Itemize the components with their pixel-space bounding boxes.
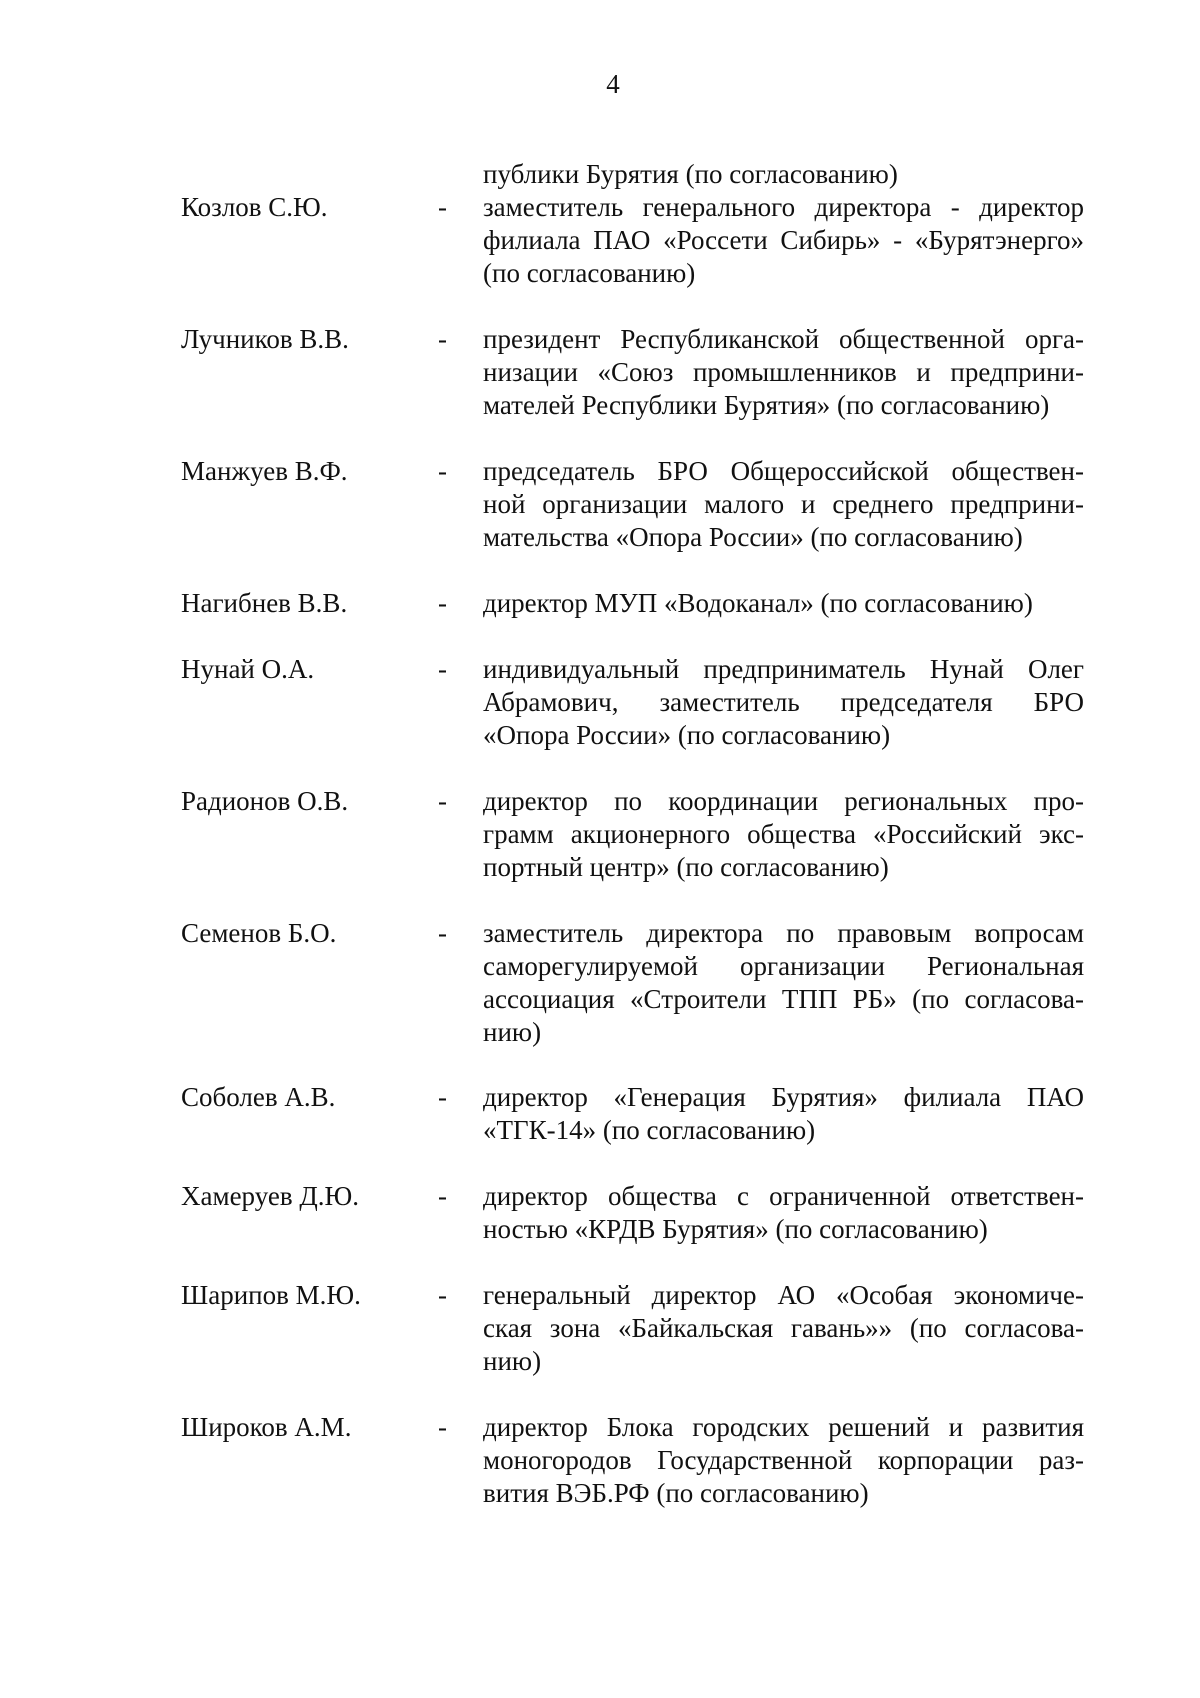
member-role-line: нию) bbox=[483, 1017, 542, 1047]
member-dash: - bbox=[438, 192, 447, 222]
member-name: Манжуев В.Ф. bbox=[181, 456, 348, 486]
member-role-line: саморегулируемой организации Региональная bbox=[483, 951, 1084, 981]
member-role-line: моногородов Государственной корпорации раз- bbox=[483, 1445, 1084, 1475]
member-name: Козлов С.Ю. bbox=[181, 192, 328, 222]
member-name: Семенов Б.О. bbox=[181, 918, 337, 948]
member-dash: - bbox=[438, 456, 447, 486]
member-name: Широков А.М. bbox=[181, 1412, 352, 1442]
member-name: Лучников В.В. bbox=[181, 324, 349, 354]
member-dash: - bbox=[438, 1181, 447, 1211]
member-role-line: директор Блока городских решений и развития bbox=[483, 1412, 1084, 1442]
member-role-line: вития ВЭБ.РФ (по согласованию) bbox=[483, 1478, 869, 1508]
member-role-line: директор общества с ограниченной ответствен- bbox=[483, 1181, 1084, 1211]
member-dash: - bbox=[438, 654, 447, 684]
member-role-line: директор «Генерация Бурятия» филиала ПАО bbox=[483, 1082, 1084, 1112]
member-dash: - bbox=[438, 918, 447, 948]
member-name: Радионов О.В. bbox=[181, 786, 349, 816]
member-role-line: мательства «Опора России» (по согласованию) bbox=[483, 522, 1023, 552]
member-role-line: мателей Республики Бурятия» (по согласованию) bbox=[483, 390, 1050, 420]
member-role-line: директор по координации региональных про- bbox=[483, 786, 1084, 816]
member-name: Хамеруев Д.Ю. bbox=[181, 1181, 359, 1211]
member-dash: - bbox=[438, 786, 447, 816]
member-dash: - bbox=[438, 1082, 447, 1112]
member-role-line: индивидуальный предприниматель Нунай Олег bbox=[483, 654, 1084, 684]
member-role-line: президент Республиканской общественной орга- bbox=[483, 324, 1084, 354]
member-role-line: «ТГК-14» (по согласованию) bbox=[483, 1115, 816, 1145]
member-role-line: заместитель генерального директора - директор bbox=[483, 192, 1084, 222]
continuation-line: публики Бурятия (по согласованию) bbox=[483, 159, 898, 189]
member-role-line: (по согласованию) bbox=[483, 258, 696, 288]
member-role-line: директор МУП «Водоканал» (по согласованию) bbox=[483, 588, 1033, 618]
member-role-line: филиала ПАО «Россети Сибирь» - «Бурятэнерго» bbox=[483, 225, 1084, 255]
member-role-line: «Опора России» (по согласованию) bbox=[483, 720, 891, 750]
member-role-line: портный центр» (по согласованию) bbox=[483, 852, 889, 882]
member-dash: - bbox=[438, 1280, 447, 1310]
member-name: Соболев А.В. bbox=[181, 1082, 336, 1112]
member-dash: - bbox=[438, 324, 447, 354]
member-role-line: генеральный директор АО «Особая экономиче- bbox=[483, 1280, 1084, 1310]
member-role-line: нию) bbox=[483, 1346, 542, 1376]
page-number: 4 bbox=[606, 69, 620, 99]
member-role-line: ская зона «Байкальская гавань»» (по согласова- bbox=[483, 1313, 1084, 1343]
member-role-line: ностью «КРДВ Бурятия» (по согласованию) bbox=[483, 1214, 988, 1244]
member-role-line: председатель БРО Общероссийской обществен- bbox=[483, 456, 1084, 486]
member-name: Шарипов М.Ю. bbox=[181, 1280, 361, 1310]
member-role-line: ассоциация «Строители ТПП РБ» (по согласова- bbox=[483, 984, 1084, 1014]
member-name: Нагибнев В.В. bbox=[181, 588, 348, 618]
member-role-line: грамм акционерного общества «Российский экс- bbox=[483, 819, 1084, 849]
member-role-line: низации «Союз промышленников и предприни- bbox=[483, 357, 1084, 387]
member-role-line: Абрамович, заместитель председателя БРО bbox=[483, 687, 1084, 717]
member-role-line: заместитель директора по правовым вопросам bbox=[483, 918, 1084, 948]
member-dash: - bbox=[438, 588, 447, 618]
member-dash: - bbox=[438, 1412, 447, 1442]
member-name: Нунай О.А. bbox=[181, 654, 315, 684]
member-role-line: ной организации малого и среднего предприни- bbox=[483, 489, 1084, 519]
